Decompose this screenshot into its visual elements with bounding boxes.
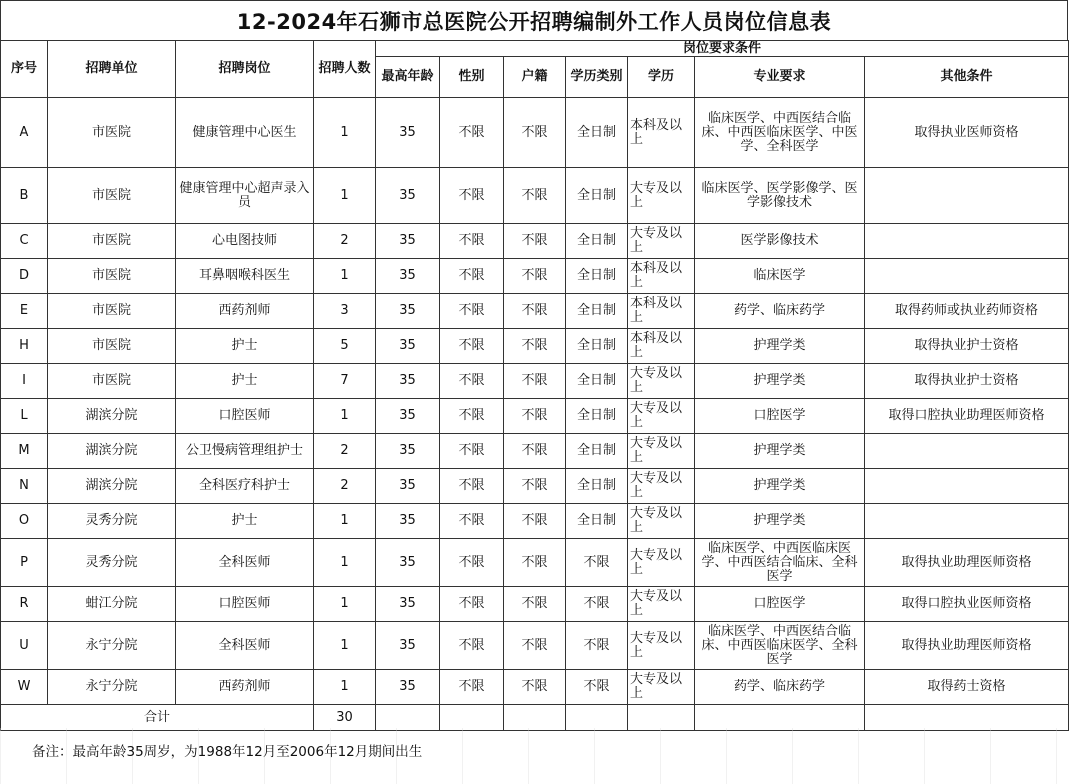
row-gender: 不限 [440, 504, 504, 539]
row-edu-type: 全日制 [566, 294, 628, 329]
row-count: 1 [314, 504, 376, 539]
row-unit: 市医院 [48, 98, 176, 168]
row-count: 2 [314, 224, 376, 259]
total-row [1, 705, 1069, 731]
row-household: 不限 [504, 504, 566, 539]
row-edu: 大专及以上 [628, 434, 695, 469]
row-post: 公卫慢病管理组护士 [176, 434, 314, 469]
row-max-age: 35 [376, 469, 440, 504]
row-household: 不限 [504, 399, 566, 434]
row-post: 全科医疗科护士 [176, 469, 314, 504]
row-count: 1 [314, 399, 376, 434]
row-edu: 大专及以上 [628, 539, 695, 587]
row-code: N [1, 469, 48, 504]
table-row [1, 587, 1069, 622]
row-edu-type: 不限 [566, 670, 628, 705]
row-household: 不限 [504, 259, 566, 294]
row-unit: 湖滨分院 [48, 399, 176, 434]
row-max-age: 35 [376, 294, 440, 329]
row-household: 不限 [504, 329, 566, 364]
row-post: 护士 [176, 364, 314, 399]
header-count: 招聘人数 [314, 41, 376, 98]
table-row [1, 259, 1069, 294]
row-edu: 大专及以上 [628, 670, 695, 705]
row-edu: 大专及以上 [628, 504, 695, 539]
row-code: M [1, 434, 48, 469]
row-unit: 灵秀分院 [48, 504, 176, 539]
row-major: 护理学类 [695, 364, 865, 399]
row-gender: 不限 [440, 539, 504, 587]
row-count: 1 [314, 168, 376, 224]
row-post: 西药剂师 [176, 294, 314, 329]
row-edu: 本科及以上 [628, 98, 695, 168]
row-max-age: 35 [376, 670, 440, 705]
table-row [1, 329, 1069, 364]
row-household: 不限 [504, 622, 566, 670]
empty-cell [566, 705, 628, 731]
row-edu-type: 全日制 [566, 329, 628, 364]
row-post: 心电图技师 [176, 224, 314, 259]
row-code: A [1, 98, 48, 168]
row-max-age: 35 [376, 587, 440, 622]
row-post: 全科医师 [176, 622, 314, 670]
empty-cell [440, 705, 504, 731]
row-household: 不限 [504, 469, 566, 504]
row-edu-type: 全日制 [566, 434, 628, 469]
row-major: 口腔医学 [695, 587, 865, 622]
empty-cell [695, 705, 865, 731]
row-count: 1 [314, 670, 376, 705]
row-unit: 灵秀分院 [48, 539, 176, 587]
row-edu-type: 全日制 [566, 504, 628, 539]
row-max-age: 35 [376, 504, 440, 539]
empty-cell [504, 705, 566, 731]
row-unit: 蚶江分院 [48, 587, 176, 622]
row-max-age: 35 [376, 399, 440, 434]
row-major: 临床医学 [695, 259, 865, 294]
row-household: 不限 [504, 587, 566, 622]
row-max-age: 35 [376, 434, 440, 469]
row-code: D [1, 259, 48, 294]
row-count: 3 [314, 294, 376, 329]
row-edu: 大专及以上 [628, 168, 695, 224]
row-max-age: 35 [376, 98, 440, 168]
row-household: 不限 [504, 224, 566, 259]
row-code: B [1, 168, 48, 224]
row-other: 取得口腔执业助理医师资格 [865, 399, 1069, 434]
row-gender: 不限 [440, 98, 504, 168]
row-major: 护理学类 [695, 434, 865, 469]
row-unit: 市医院 [48, 168, 176, 224]
header-other: 其他条件 [865, 57, 1069, 98]
row-post: 护士 [176, 329, 314, 364]
table-row [1, 364, 1069, 399]
table-row [1, 539, 1069, 587]
row-major: 护理学类 [695, 469, 865, 504]
row-code: I [1, 364, 48, 399]
row-post: 健康管理中心超声录入员 [176, 168, 314, 224]
page-title: 12-2024年石狮市总医院公开招聘编制外工作人员岗位信息表 [0, 0, 1068, 40]
row-unit: 市医院 [48, 329, 176, 364]
row-max-age: 35 [376, 259, 440, 294]
row-major: 药学、临床药学 [695, 294, 865, 329]
table-row [1, 224, 1069, 259]
row-unit: 永宁分院 [48, 670, 176, 705]
row-count: 2 [314, 469, 376, 504]
row-other: 取得执业助理医师资格 [865, 539, 1069, 587]
table-row [1, 294, 1069, 329]
header-household: 户籍 [504, 57, 566, 98]
row-edu: 大专及以上 [628, 469, 695, 504]
total-value: 30 [314, 705, 376, 731]
table-body [1, 98, 1069, 705]
row-unit: 湖滨分院 [48, 469, 176, 504]
row-count: 1 [314, 622, 376, 670]
row-major: 护理学类 [695, 504, 865, 539]
row-gender: 不限 [440, 622, 504, 670]
row-count: 7 [314, 364, 376, 399]
row-gender: 不限 [440, 259, 504, 294]
row-other: 取得执业护士资格 [865, 364, 1069, 399]
row-count: 1 [314, 587, 376, 622]
row-unit: 市医院 [48, 294, 176, 329]
row-other: 取得执业护士资格 [865, 329, 1069, 364]
row-edu-type: 全日制 [566, 168, 628, 224]
row-edu-type: 全日制 [566, 364, 628, 399]
row-edu: 大专及以上 [628, 622, 695, 670]
header-gender: 性别 [440, 57, 504, 98]
row-post: 健康管理中心医生 [176, 98, 314, 168]
row-other [865, 224, 1069, 259]
row-major: 护理学类 [695, 329, 865, 364]
row-code: R [1, 587, 48, 622]
row-post: 口腔医师 [176, 587, 314, 622]
row-edu-type: 不限 [566, 539, 628, 587]
row-edu-type: 不限 [566, 622, 628, 670]
positions-table [0, 40, 1069, 731]
row-edu-type: 全日制 [566, 259, 628, 294]
row-other: 取得口腔执业医师资格 [865, 587, 1069, 622]
row-count: 1 [314, 98, 376, 168]
row-edu-type: 全日制 [566, 98, 628, 168]
row-other: 取得执业医师资格 [865, 98, 1069, 168]
header-seq: 序号 [1, 41, 48, 98]
header-requirements-group: 岗位要求条件 [376, 41, 1069, 57]
row-unit: 市医院 [48, 224, 176, 259]
row-other [865, 259, 1069, 294]
row-unit: 湖滨分院 [48, 434, 176, 469]
row-max-age: 35 [376, 622, 440, 670]
row-unit: 市医院 [48, 364, 176, 399]
row-edu: 本科及以上 [628, 329, 695, 364]
table-row [1, 670, 1069, 705]
header-unit: 招聘单位 [48, 41, 176, 98]
table-row [1, 399, 1069, 434]
row-post: 耳鼻咽喉科医生 [176, 259, 314, 294]
row-count: 1 [314, 259, 376, 294]
header-edu: 学历 [628, 57, 695, 98]
row-gender: 不限 [440, 587, 504, 622]
row-code: L [1, 399, 48, 434]
row-gender: 不限 [440, 364, 504, 399]
row-other [865, 168, 1069, 224]
row-gender: 不限 [440, 224, 504, 259]
row-edu: 本科及以上 [628, 294, 695, 329]
header-row-top [1, 41, 1069, 57]
row-major: 口腔医学 [695, 399, 865, 434]
row-edu: 本科及以上 [628, 259, 695, 294]
row-gender: 不限 [440, 434, 504, 469]
row-edu-type: 全日制 [566, 399, 628, 434]
table-row [1, 434, 1069, 469]
row-other: 取得药师或执业药师资格 [865, 294, 1069, 329]
row-code: U [1, 622, 48, 670]
total-label: 合计 [1, 705, 314, 731]
empty-cell [376, 705, 440, 731]
header-major: 专业要求 [695, 57, 865, 98]
row-household: 不限 [504, 364, 566, 399]
header-edu-type: 学历类别 [566, 57, 628, 98]
row-major: 药学、临床药学 [695, 670, 865, 705]
row-code: P [1, 539, 48, 587]
row-count: 1 [314, 539, 376, 587]
row-major: 临床医学、医学影像学、医学影像技术 [695, 168, 865, 224]
row-code: E [1, 294, 48, 329]
row-edu: 大专及以上 [628, 587, 695, 622]
row-gender: 不限 [440, 329, 504, 364]
row-other: 取得执业助理医师资格 [865, 622, 1069, 670]
table-row [1, 622, 1069, 670]
row-post: 口腔医师 [176, 399, 314, 434]
row-max-age: 35 [376, 539, 440, 587]
row-code: C [1, 224, 48, 259]
row-other [865, 469, 1069, 504]
table-row [1, 504, 1069, 539]
empty-cell [865, 705, 1069, 731]
row-edu-type: 全日制 [566, 224, 628, 259]
row-code: W [1, 670, 48, 705]
row-gender: 不限 [440, 670, 504, 705]
empty-cell [628, 705, 695, 731]
row-household: 不限 [504, 168, 566, 224]
row-max-age: 35 [376, 364, 440, 399]
row-household: 不限 [504, 539, 566, 587]
table-row [1, 168, 1069, 224]
row-count: 2 [314, 434, 376, 469]
table-row [1, 98, 1069, 168]
row-household: 不限 [504, 294, 566, 329]
row-post: 护士 [176, 504, 314, 539]
row-count: 5 [314, 329, 376, 364]
row-edu-type: 不限 [566, 587, 628, 622]
row-major: 临床医学、中西医结合临床、中西医临床医学、全科医学 [695, 622, 865, 670]
header-max-age: 最高年龄 [376, 57, 440, 98]
row-other: 取得药士资格 [865, 670, 1069, 705]
row-code: O [1, 504, 48, 539]
row-edu-type: 全日制 [566, 469, 628, 504]
header-post: 招聘岗位 [176, 41, 314, 98]
row-edu: 大专及以上 [628, 224, 695, 259]
row-gender: 不限 [440, 469, 504, 504]
row-max-age: 35 [376, 329, 440, 364]
row-major: 临床医学、中西医临床医学、中西医结合临床、全科医学 [695, 539, 865, 587]
row-other [865, 434, 1069, 469]
row-other [865, 504, 1069, 539]
row-gender: 不限 [440, 294, 504, 329]
row-edu: 大专及以上 [628, 364, 695, 399]
row-code: H [1, 329, 48, 364]
row-post: 西药剂师 [176, 670, 314, 705]
footnote: 备注：最高年龄35周岁，为1988年12月至2006年12月期间出生 [32, 744, 423, 760]
row-household: 不限 [504, 434, 566, 469]
row-household: 不限 [504, 670, 566, 705]
row-major: 医学影像技术 [695, 224, 865, 259]
row-edu: 大专及以上 [628, 399, 695, 434]
row-household: 不限 [504, 98, 566, 168]
row-major: 临床医学、中西医结合临床、中西医临床医学、中医学、全科医学 [695, 98, 865, 168]
row-unit: 市医院 [48, 259, 176, 294]
row-max-age: 35 [376, 224, 440, 259]
row-max-age: 35 [376, 168, 440, 224]
row-unit: 永宁分院 [48, 622, 176, 670]
row-gender: 不限 [440, 168, 504, 224]
row-gender: 不限 [440, 399, 504, 434]
row-post: 全科医师 [176, 539, 314, 587]
table-row [1, 469, 1069, 504]
